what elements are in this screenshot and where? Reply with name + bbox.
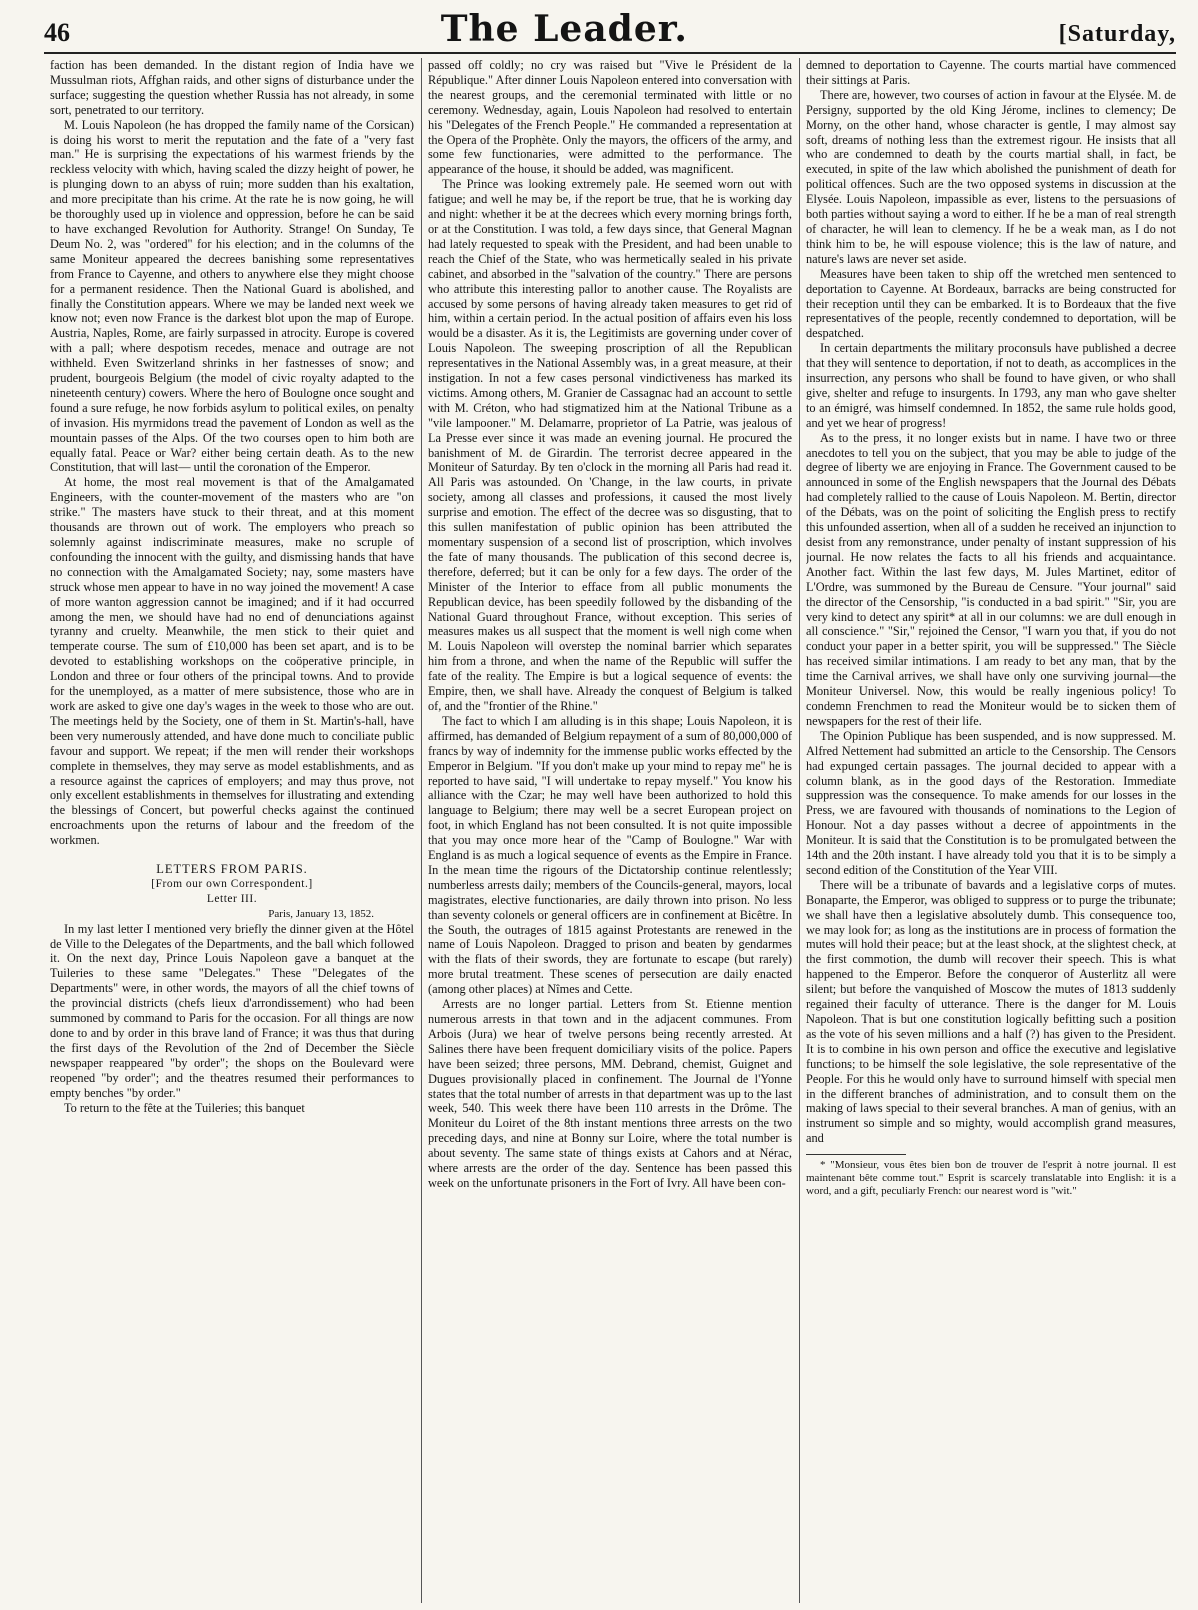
paragraph: There will be a tribunate of bavards and a legislative corps of mutes. Bonaparte, the Emperor, was obliged to suppress or to purge the tribunate; we shall have then a legislative absolutely dumb. This consequence too, we may look for; as long as the institutions are in process of formation the mutes will hold their peace; but at the least shock, at the slightest check, at the first commotion, the dumb will recover their speech. This is what happened to the Emperor. Before the conqueror of Austerlitz all were silent; but before the vanquished of Moscow the mutes of 1813 suddenly regained their faculty of utterance. There is the danger for M. Louis Napoleon. That is but one constitution logically befitting such a position as the vote of his seven millions and a half (?) has given to the President. It is to combine in his own person and office the executive and legislative functions; to be himself the sole legislative, the sole representative of the People. For this he would only have to surround himself with special men in the different branches of administration, and to consult them on the making of laws special to their several branches. A man of genius, with an instrument so simple and so mighty, would accomplish grand measures, and [806, 877, 1176, 1146]
letter-number: Letter III. [206, 892, 258, 905]
paragraph: demned to deportation to Cayenne. The courts martial have commenced their sittings at Paris. [806, 58, 1176, 87]
column-1 [50, 58, 414, 1603]
masthead: The Leader. [440, 8, 688, 50]
paragraph: The Opinion Publique has been suspended, and is now suppressed. M. Alfred Nettement had submitted an article to the Censorship. The Censors had expunged certain passages. The journal decided to appear with a column blank, as in the good days of the Restoration. Immediate suppression was the consequence. To make amends for our losses in the Press, we are favoured with thousands of nominations to the Legion of Honour. Not a day passes without a decree of appointments in the Moniteur. It is said that the Constitution is to be promulgated between the 14th and the 20th instant. I have already told you that it is to be simply a second edition of the Constitution of the Year VIII. [806, 728, 1176, 877]
paragraph: To return to the fête at the Tuileries; this banquet [64, 1100, 305, 1115]
section-subtitle: [From our own Correspondent.] [151, 877, 313, 890]
paragraph: Measures have been taken to ship off the wretched men sentenced to deportation to Cayenne. At Bordeaux, barracks are being constructed for their reception until they can be embarked. It is to Bordeaux that the five representatives of the people, recently condemned to deportation, will be despatched. [806, 266, 1176, 341]
paragraph: The Prince was looking extremely pale. He seemed worn out with fatigue; and well he may be, if the report be true, that he is working day and night: whether it be at the decrees which every morning brings forth, or at the Constitution. I was told, a few days since, that General Magnan had lately requested to speak with the President, and had been unable to reach the Chief of the State, who was hermetically sealed in his private cabinet, and absorbed in the "salvation of the country." There are persons who attribute this interesting pallor to another cause. The Royalists are accused by some persons of having already taken measures to get rid of him, within a certain period. In the actual position of affairs even his loss would be a disaster. As it is, the Legitimists are governing under cover of Louis Napoleon. The sweeping proscription of all the Republican representatives in the National Assembly was, in a great measure, at their instigation. In not a few cases personal vindictiveness has marked its victims. Among others, M. Granier de Cassagnac had an account to settle with M. Créton, who had stigmatized him at the National Tribune as a "vile lampooner." M. Delamarre, proprietor of La Patrie, was jealous of La Presse ever since it was made an evening journal. He procured the banishment of M. de Girardin. The terrorist decree appeared in the Moniteur of Saturday. By ten o'clock in the morning all Paris had read it. All Paris was astounded. On 'Change, in the law courts, in private society, among all classes and professions, it caused the most lively surprise and emotion. The effect of the decree was so disgusting, that to this sullen manifestation of public opinion has been attributed the momentary suspension of a second list of proscription, which involves the fate of many thousands. The publication of this second decree is, therefore, deferred; but it can be only for a few days. The order of the Minister of the Interior to efface from all public monuments the Republican device, has been speedily followed by the disbanding of the National Guard throughout France, without exception. This series of measures makes us all suspect that the moment is well nigh come when M. Louis Napoleon will overstep the nominal barrier which separates him from a throne, and when the name of the Republic will suffer the fate of the reality. The Empire is but a logical sequence of events: the Empire, then, we shall have. Already the conquest of Belgium is talked of, and the "frontier of the Rhine." [428, 177, 792, 713]
footnote-divider [806, 1154, 906, 1155]
column-divider [421, 58, 422, 1603]
paragraph: The fact to which I am alluding is in this shape; Louis Napoleon, it is affirmed, has demanded of Belgium repayment of a sum of 80,000,000 of francs by way of indemnity for the immense public works effected by the Emperor in Belgium. "If you don't make up your mind to repay me" he is reported to have said, "I will undertake to repay myself." You know his alliance with the Czar; he may well have been authorized to hold this language to Belgium; there may well be a secret European project on foot, in which England has not been consulted. It is not quite impossible that you may once more hear of the "Camp of Boulogne." War with England is as much a logical sequence of events as the Empire in France. In the mean time the rigours of the Dictatorship continue relentlessly; numberless arrests daily; members of the Councils-general, mayors, local magistrates, elective functionaries, are daily thrown into prison. No less than seventy colonels or general officers are in confinement at Bicêtre. In the South, the outrages of 1815 against Protestants are renewed in the name of Louis Napoleon. Dragged to prison and beaten by gendarmes with the flats of their swords, they are fortunate to escape (but rarely) more brutal treatment. These scenes of persecution are daily enacted (among other places) at Nîmes and Cette. [428, 713, 792, 997]
column-divider [799, 58, 800, 1603]
footnote: * "Monsieur, vous êtes bien bon de trouver de l'esprit à notre journal. Il est maintenant bête comme tout." Esprit is scarcely translatable into English: it is a word, and a gift, peculiarly French: our nearest word is "wit." [806, 1159, 1176, 1198]
paragraph: As to the press, it no longer exists but in name. I have two or three anecdotes to tell you on the subject, that you may be able to judge of the degree of liberty we are enjoying in France. The Government caused to be announced in some of the English newspapers that the Journal des Débats had completely rallied to the cause of Louis Napoleon. M. Bertin, director of the Débats, was on the point of soliciting the English press to rectify this unfounded assertion, when all of a sudden he received an injunction to desist from any remonstrance, under penalty of instant suppression of his journal. He now relates the facts to all his friends and acquaintance. Another fact. Within the last few days, M. Jules Martinet, editor of L'Ordre, was summoned by the Bureau de Censure. "Your journal" said the director of the Censorship, "is conducted in a bad spirit." "Sir, you are very kind to detect any spirit* at all in our columns: we are dull enough in all conscience." "Sir," rejoined the Censor, "I warn you that, if you do not conduct your paper in a better spirit, you will be suppressed." The Siècle has received similar intimations. I am ready to bet any man, that by the time the Carnival arrives, we shall have only one surviving journal—the Moniteur Universel. Now, this would be really ingenious policy! To condemn Frenchmen to read the Moniteur would be to sicken them of newspapers for the rest of their life. [806, 430, 1176, 728]
paragraph: In certain departments the military proconsuls have published a decree that they will sentence to deportation, if not to death, as accomplices in the insurrection, any persons who shall be found to have given, or who shall give, shelter and refuge to insurgents. In 1793, any man who gave shelter to an émigré, was himself condemned. In 1852, the same rule holds good, and yet we hear of progress! [806, 341, 1176, 430]
section-title: LETTERS FROM PARIS. [156, 862, 308, 877]
paragraph: passed off coldly; no cry was raised but "Vive le Président de la République." After dinner Louis Napoleon entered into conversation with the nearest groups, and the ceremonial terminated with little or no ceremony. Wednesday, again, Louis Napoleon had resolved to entertain his "Delegates of the French People." He commanded a representation at the Opera of the Prophète. Only the mayors, the officers of the army, and some few functionaries, were admitted to the performance. The appearance of the house, it should be added, was magnificent. [428, 58, 792, 177]
page-header [44, 8, 1176, 54]
paragraph: M. Louis Napoleon (he has dropped the family name of the Corsican) is doing his worst to merit the reputation and the fate of a "very fast man." He is surprising the expectations of his warmest friends by the reckless velocity with which, having scaled the dizzy height of power, he is plunging down to an abyss of ruin; more sudden than his exaltation, and more precipitate than his crime. At the rate he is now going, he will be thoroughly used up in violence and oppression, before he can be said to have exchanged Revolution for Authority. Strange! On Sunday, Te Deum No. 2, was "ordered" for his election; and in the columns of the same Moniteur appeared the decrees banishing some representatives from France to Cayenne, and others to anywhere else they might choose for a permanent residence. Then the National Guard is abolished, and finally the Constitution appears. Where we may be landed next week we know not; even now France is the darkest blot upon the map of Europe. Austria, Naples, Rome, are fairly surpassed in atrocity. Europe is covered with a pall; where despotism recedes, menace and outrage are not withheld. Even Switzerland shrinks in her fastnesses of snow; and prudent, bourgeois Belgium (the model of civic royalty adapted to the nineteenth century) cowers. Where the hero of Boulogne once sought and found a sure refuge, he now forbids asylum to political exiles, on penalty of invasion. His myrmidons tread the pavement of London as well as the mountain passes of the Alps. Of the two courses open to him both are equally fatal. Peace or War? either being certain death. As to the new Constitution, that will last— until the coronation of the Emperor. [50, 117, 414, 475]
dateline: Paris, January 13, 1852. [268, 907, 374, 920]
column-3 [806, 58, 1176, 1603]
paragraph: faction has been demanded. In the distant region of India have we Mussulman riots, Affghan raids, and other signs of disturbance under the surface; suggesting the question whether Russia has not already, in some sort, penetrated to our territory. [50, 58, 414, 117]
paragraph: Arrests are no longer partial. Letters from St. Etienne mention numerous arrests in that town and in the adjacent communes. From Arbois (Jura) we hear of twelve persons being recently arrested. At Salines there have been frequent domiciliary visits of the police. Papers have been seized; three persons, MM. Debrand, chemist, Guignet and Dugues provisionally placed in confinement. The Journal de l'Yonne states that the total number of arrests in that department was up to the last week, 540. This week there have been 110 arrests in the Drôme. The Moniteur du Loiret of the 8th instant mentions three arrests on the two preceding days, and nine at Bonny sur Loire, where the total number is about seventy. The same state of things exists at Cahors and at Nérac, where arrests are the order of the day. Sentence has been passed this week on the unfortunate prisoners in the Fort of Ivry. All have been con- [428, 997, 792, 1190]
paragraph: At home, the most real movement is that of the Amalgamated Engineers, with the counter-movement of the masters who are "on strike." The masters have stuck to their threat, and at this moment thousands are thrown out of work. The employers who preach so solemnly against indiscriminate measures, make no scruple of confounding the innocent with the guilty, and dismissing hands that have no connection with the Amalgamated Society; nay, some masters have struck whose men appear to have in no way joined the movement! A case of more wanton aggression cannot be imagined; and if it had occurred among the men, we should have had no end of denunciations against tyranny and cruelty. Meanwhile, the men stick to their quiet and temperate course. The sum of £10,000 has been set apart, and is to be devoted to establishing workshops on the coöperative principle, in London and three or four others of the principal towns. And to provide for the unemployed, as a matter of mere subsistence, those who are in work are asked to give one day's wages in the week to those who are out. The meetings held by the Society, one of them in St. Martin's-hall, have been very numerously attended, and have done much to conciliate public favour and support. We repeat; if the men will render their workshops complete in themselves, they may serve as model establishments, and as a resource against the caprices of employers; and may thus prove, not only excellent establishments in themselves for illustrating and extending the blessings of Concert, but powerful checks against the continued encroachments upon the returns of labour and the freedom of the workmen. [50, 475, 414, 848]
page-number: 46 [44, 18, 70, 47]
paragraph: In my last letter I mentioned very briefly the dinner given at the Hôtel de Ville to the Delegates of the Departments, and the ball which followed it. On the next day, Prince Louis Napoleon gave a banquet at the Tuileries to these same "Delegates." These "Delegates of the Departments" were, in other words, the mayors of all the chief towns of the provincial districts (chefs lieux d'arrondissement) who had been summoned by command to Paris for the occasion. For all things are now done to and by order in this brave land of France; it was thus that during the first days of the Revolution of the 2nd of December the Siècle newspaper reappeared "by order"; the shops on the Boulevard were reopened "by order"; and the theatres resumed their performances to empty benches "by order." [50, 921, 414, 1100]
column-2 [428, 58, 792, 1603]
issue-day: [Saturday, [1058, 21, 1176, 47]
paragraph: There are, however, two courses of action in favour at the Elysée. M. de Persigny, supported by the old King Jérome, inclines to clemency; De Morny, on the other hand, whose character is gentle, I may almost say soft, dreams of nothing less than the extremest rigour. He insists that all who are condemned to death by the courts martial shall, in fact, be executed, in spite of the law which abolished the punishment of death for political offences. Such are the two opposed systems in discussion at the Elysée. Louis Napoleon, impassible as ever, listens to the persuasions of both parties without saying a word to either. If he be a man of real strength of character, he will lean to clemency. If he be a weak man, as I do not think him to be, he will espouse violence; this is the law of nature, and nature's laws are never set aside. [806, 87, 1176, 266]
